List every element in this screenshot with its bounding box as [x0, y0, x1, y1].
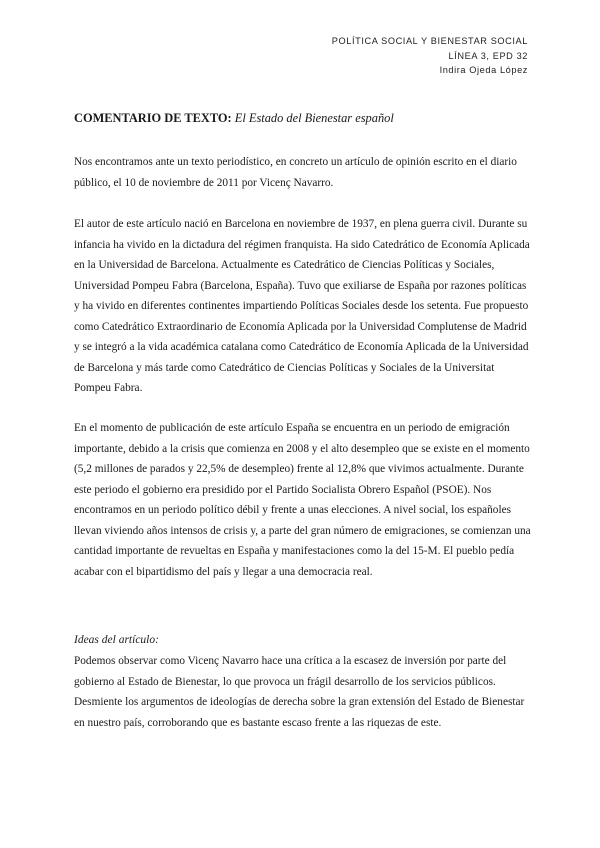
- section-heading-ideas: Ideas del artículo:: [74, 634, 159, 646]
- paragraph-ideas: Podemos observar como Vicenç Navarro hace una crítica a la escasez de inversión por parte del gobierno al Estado de Bienestar, lo que provoca un frágil desarrollo de los servicios públicos. Desmiente los argumentos de ideologías de derecha sobre la gran extensión del Estado de Bienestar en nuestro país, corroborando que es bastante escaso frente a las riquezas de este.: [74, 655, 525, 729]
- page-header: [332, 34, 528, 78]
- header-course: POLÍTICA SOCIAL Y BIENESTAR SOCIAL: [331, 36, 528, 46]
- paragraph-intro: Nos encontramos ante un texto periodístico, en concreto un artículo de opinión escrito en el diario público, el 10 de noviembre de 2011 por Vicenç Navarro.: [74, 156, 517, 189]
- paragraph-author-bio: El autor de este artículo nació en Barcelona en noviembre de 1937, en plena guerra civil. Durante su infancia ha vivido en la dictadura del régimen franquista. Ha sido Catedrático de Economía Aplicada en la Universidad de Barcelona. Actualmente es Catedrático de Ciencias Políticas y Sociales, Universidad Pompeu Fabra (Barcelona, España). Tuvo que exiliarse de España por razones políticas y ha vivido en diferentes continentes impartiendo Políticas Sociales desde los setenta. Fue propuesto como Catedrático Extraordinario de Economía Aplicada por la Universidad Complutense de Madrid y se integró a la vida académica catalana como Catedrático de Economía Aplicada de la Universidad de Barcelona y más tarde como Catedrático de Ciencias Políticas y Sociales de la Universitat Pompeu Fabra.: [74, 218, 530, 394]
- paragraph-context: En el momento de publicación de este artículo España se encuentra en un periodo de emigración importante, debido a la crisis que comienza en 2008 y el alto desempleo que se existe en el momento (5,2 millones de parados y 22,5% de desempleo) frente al 12,8% que vivimos actualmente. Durante este periodo el gobierno era presidido por el Partido Socialista Obrero Español (PSOE). Nos encontramos en un periodo político débil y frente a unas elecciones. A nivel social, los españoles llevan viviendo años intensos de crisis y, a parte del gran número de emigraciones, se comienzan una cantidad importante de revueltas en España y manifestaciones como la del 15-M. El pueblo pedía acabar con el bipartidismo del país y llegar a una democracia real.: [74, 422, 531, 578]
- document-title: [74, 111, 534, 126]
- title-subject: El Estado del Bienestar español: [234, 111, 394, 125]
- header-author: Indira Ojeda López: [439, 65, 528, 76]
- title-label: COMENTARIO DE TEXTO:: [74, 111, 232, 125]
- header-line: LÍNEA 3, EPD 32: [448, 50, 528, 61]
